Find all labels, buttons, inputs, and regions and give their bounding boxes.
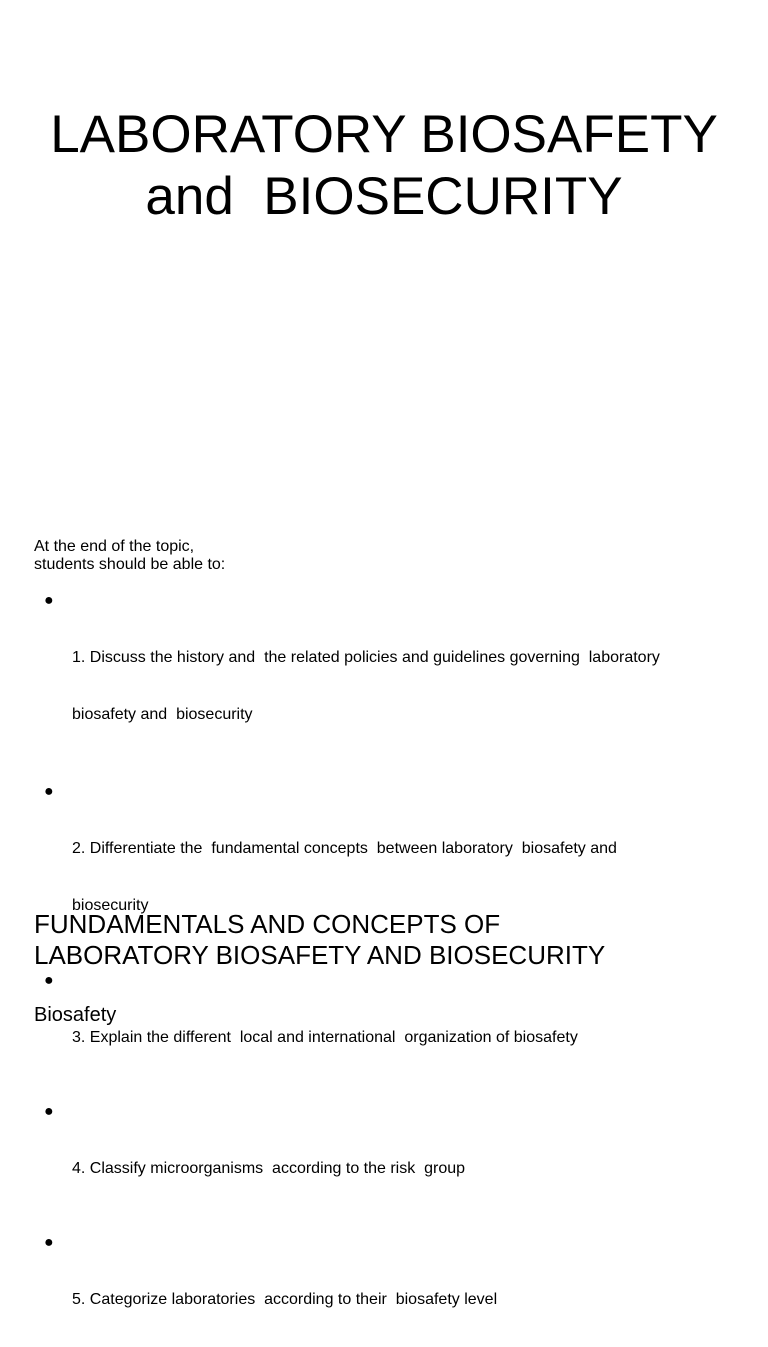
- objective-text: 4. Classify microorganisms according to the risk group: [72, 1160, 466, 1177]
- bullet-icon: ●: [44, 1234, 54, 1251]
- bullet-icon: ●: [44, 1103, 54, 1120]
- objective-item-3: [34, 971, 734, 1085]
- section-heading-line-2: LABORATORY BIOSAFETY AND BIOSECURITY: [34, 940, 606, 970]
- bullet-icon: ●: [44, 972, 54, 989]
- title-line-1: LABORATORY BIOSAFETY: [50, 105, 718, 164]
- section-heading: [34, 909, 605, 971]
- objective-text-cont: biosecurity: [72, 897, 149, 914]
- document-title: [0, 104, 768, 228]
- objective-item-1: [34, 591, 734, 762]
- objective-text: 1. Discuss the history and the related policies and guidelines governing laboratory: [72, 649, 660, 666]
- objective-item-5: [34, 1233, 734, 1347]
- objectives-intro: [34, 538, 225, 574]
- objective-text: 2. Differentiate the fundamental concepts between laboratory biosafety and: [72, 840, 617, 857]
- objective-item-4: [34, 1102, 734, 1216]
- objective-text: 3. Explain the different local and international organization of biosafety: [72, 1029, 578, 1046]
- subheading-biosafety: Biosafety: [34, 1004, 117, 1026]
- section-heading-line-1: FUNDAMENTALS AND CONCEPTS OF: [34, 909, 501, 939]
- intro-line-1: At the end of the topic,: [34, 538, 195, 555]
- objective-text-cont: biosafety and biosecurity: [72, 706, 253, 723]
- bullet-icon: ●: [44, 592, 54, 609]
- objective-text: 5. Categorize laboratories according to their biosafety level: [72, 1291, 498, 1308]
- bullet-icon: ●: [44, 783, 54, 800]
- intro-line-2: students should be able to:: [34, 556, 226, 573]
- title-line-2: and BIOSECURITY: [145, 167, 623, 226]
